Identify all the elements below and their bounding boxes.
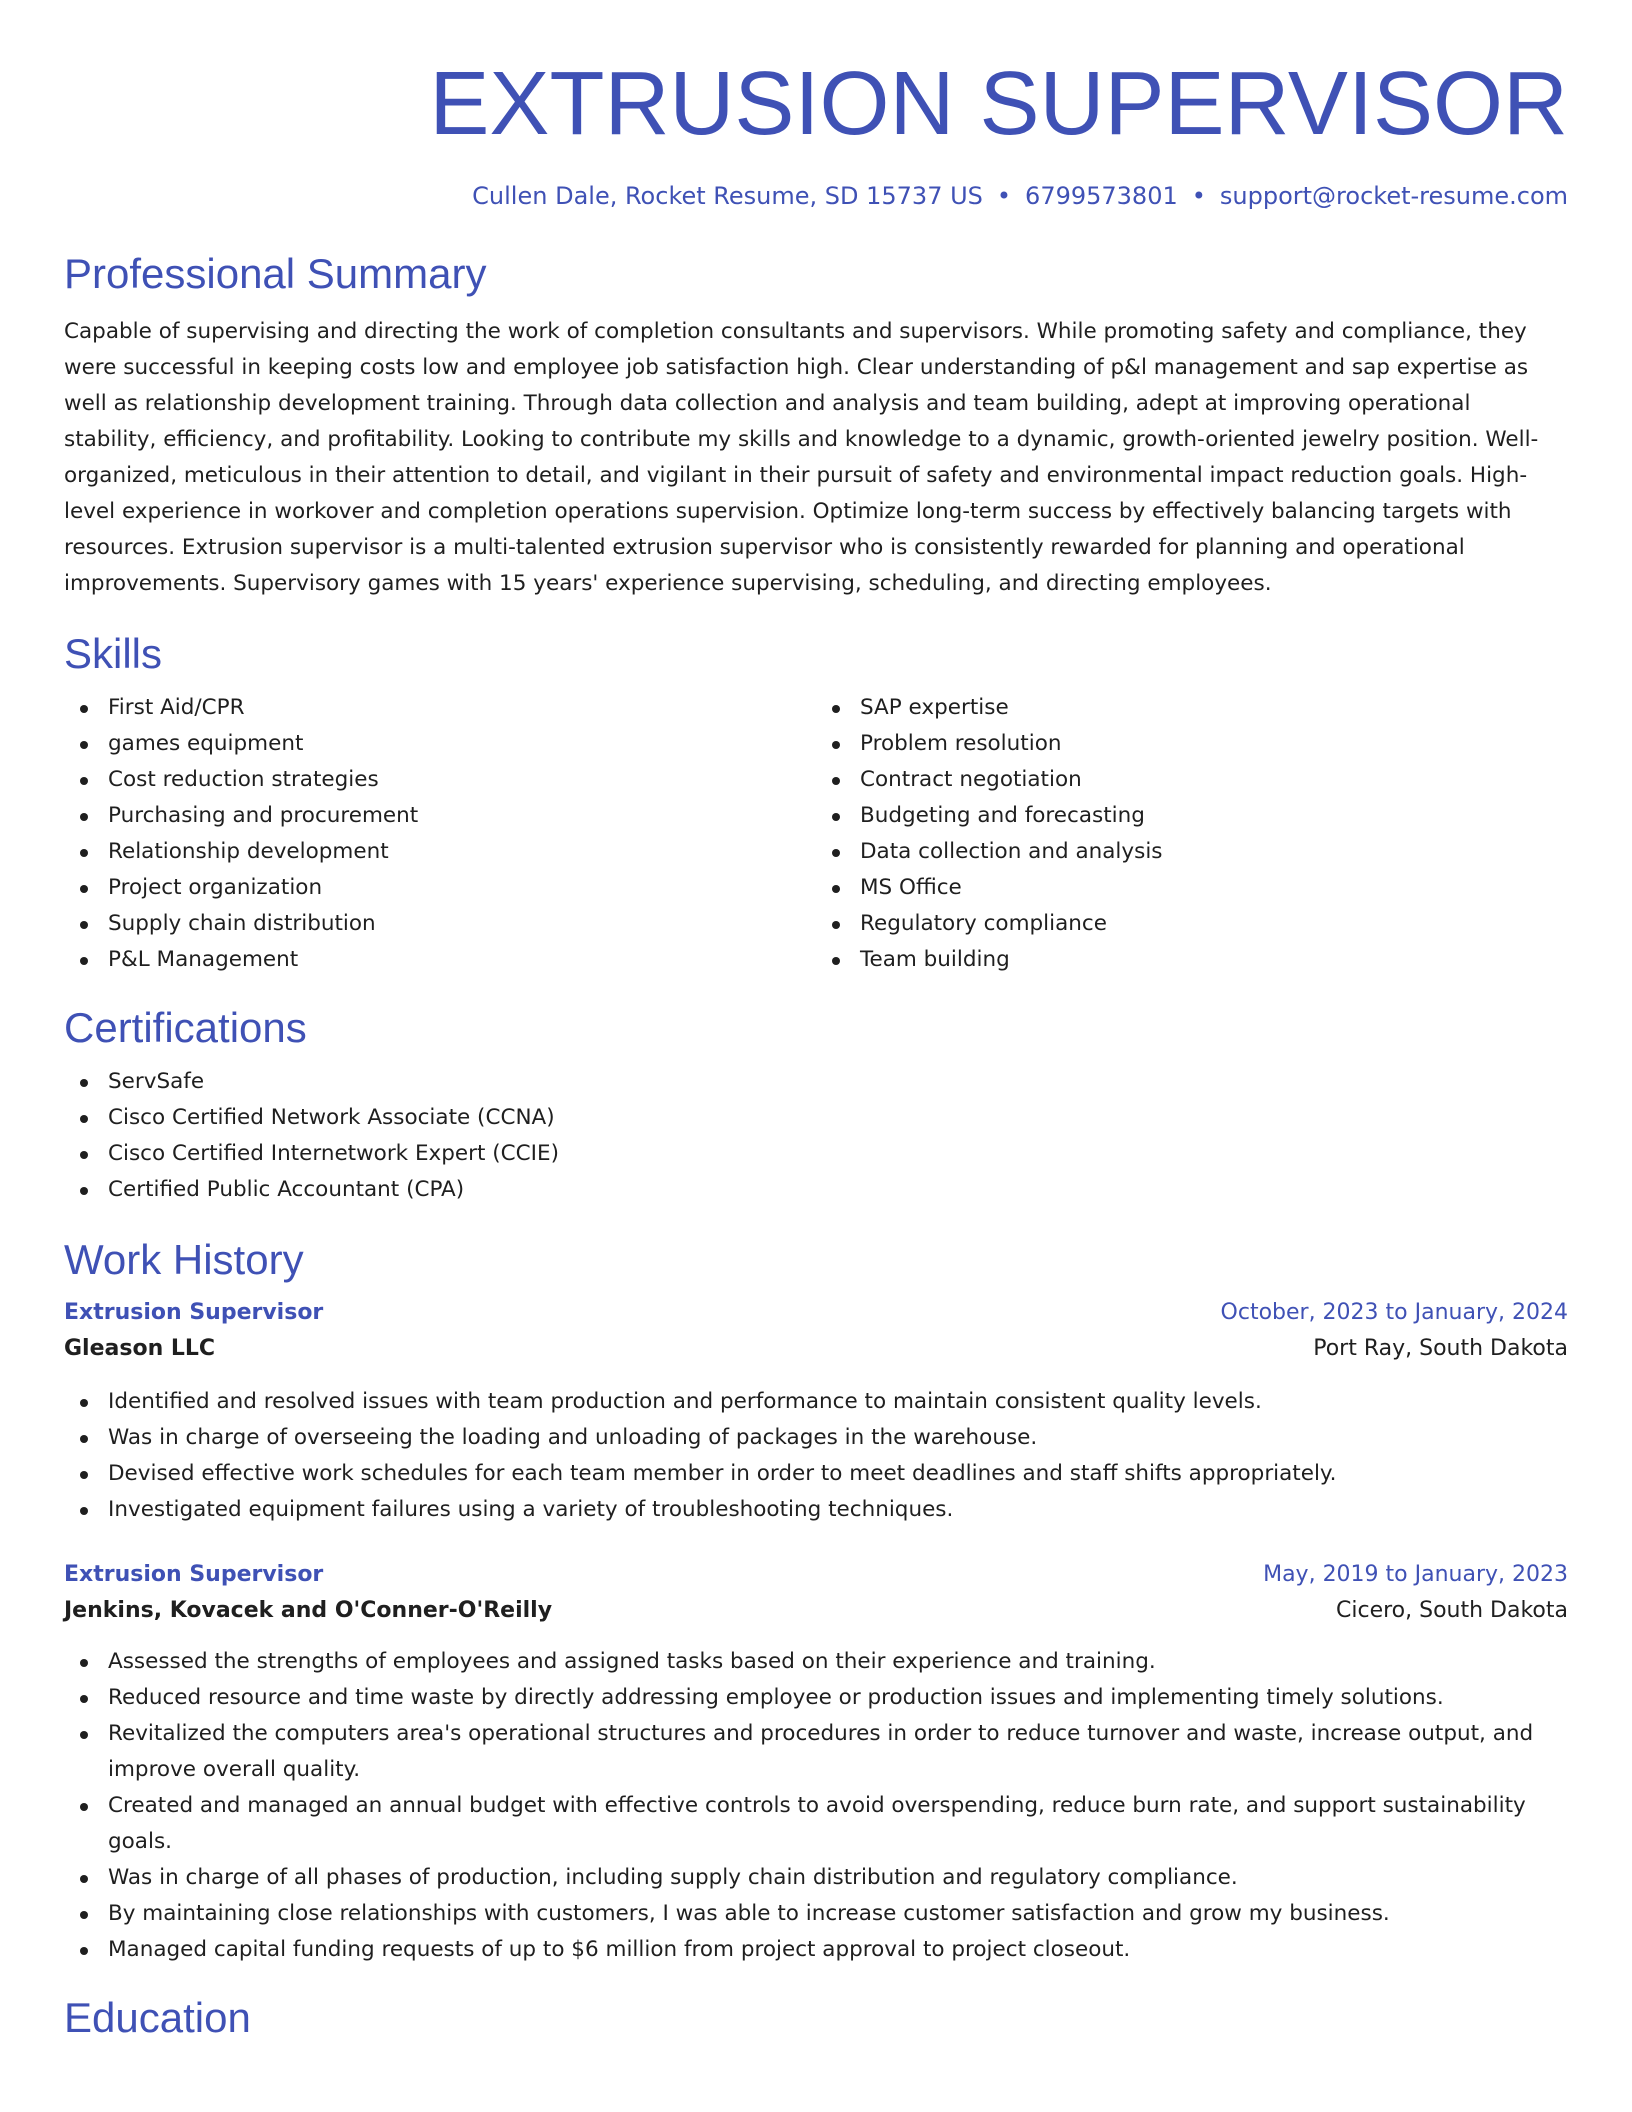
- job-duty: By maintaining close relationships with customers, I was able to increase customer satisfaction and grow my business.: [64, 1896, 1568, 1932]
- job-subhead: [64, 1330, 1568, 1368]
- skills-left-list: [64, 690, 816, 978]
- contact-separator: •: [996, 182, 1012, 210]
- skill-item: games equipment: [64, 726, 816, 762]
- certification-item: ServSafe: [64, 1064, 1568, 1100]
- job-duty: Created and managed an annual budget with effective controls to avoid overspending, reduce burn rate, and support sustainability goals.: [64, 1788, 1568, 1860]
- skills-heading: Skills: [64, 630, 163, 677]
- skill-item: Team building: [816, 942, 1568, 978]
- certification-item: Certified Public Accountant (CPA): [64, 1172, 1568, 1208]
- certifications-list: [64, 1064, 1568, 1208]
- job-head: [64, 1558, 1568, 1592]
- skill-item: Supply chain distribution: [64, 906, 816, 942]
- skills-section: [64, 628, 1568, 978]
- contact-address: Cullen Dale, Rocket Resume, SD 15737 US: [472, 182, 983, 210]
- job-duties: [64, 1644, 1568, 1968]
- contact-email: support@rocket-resume.com: [1219, 182, 1568, 210]
- summary-heading: Professional Summary: [64, 250, 487, 297]
- certification-item: Cisco Certified Network Associate (CCNA): [64, 1100, 1568, 1136]
- summary-section: [64, 248, 1568, 602]
- skill-item: Cost reduction strategies: [64, 762, 816, 798]
- certification-item: Cisco Certified Internetwork Expert (CCIE): [64, 1136, 1568, 1172]
- certifications-heading: Certifications: [64, 1004, 307, 1051]
- education-section: [64, 1992, 1568, 2044]
- work-history-heading: Work History: [64, 1236, 304, 1283]
- skill-item: Data collection and analysis: [816, 834, 1568, 870]
- job-title: Extrusion Supervisor: [64, 1300, 324, 1325]
- skill-item: Problem resolution: [816, 726, 1568, 762]
- skill-item: SAP expertise: [816, 690, 1568, 726]
- skill-item: Budgeting and forecasting: [816, 798, 1568, 834]
- job-head: [64, 1296, 1568, 1330]
- skill-item: MS Office: [816, 870, 1568, 906]
- work-history-section: [64, 1234, 1568, 1968]
- certifications-section: [64, 1002, 1568, 1208]
- job-dates: October, 2023 to January, 2024: [1220, 1300, 1568, 1325]
- skill-item: Relationship development: [64, 834, 816, 870]
- job-duty: Devised effective work schedules for each team member in order to meet deadlines and staff shifts appropriately.: [64, 1456, 1568, 1492]
- job-location: Port Ray, South Dakota: [1313, 1336, 1568, 1361]
- job-duty: Was in charge of all phases of production, including supply chain distribution and regulatory compliance.: [64, 1860, 1568, 1896]
- job-company: Gleason LLC: [64, 1336, 216, 1361]
- skill-item: P&L Management: [64, 942, 816, 978]
- job-duty: Reduced resource and time waste by directly addressing employee or production issues and implementing timely solutions.: [64, 1680, 1568, 1716]
- job-duty: Investigated equipment failures using a variety of troubleshooting techniques.: [64, 1492, 1568, 1528]
- education-heading: Education: [64, 1994, 251, 2041]
- job-duty: Managed capital funding requests of up to $6 million from project approval to project closeout.: [64, 1932, 1568, 1968]
- skill-item: First Aid/CPR: [64, 690, 816, 726]
- skill-item: Contract negotiation: [816, 762, 1568, 798]
- skill-item: Regulatory compliance: [816, 906, 1568, 942]
- job-entry: [64, 1296, 1568, 1528]
- job-dates: May, 2019 to January, 2023: [1263, 1562, 1568, 1587]
- job-duty: Assessed the strengths of employees and assigned tasks based on their experience and training.: [64, 1644, 1568, 1680]
- summary-text: Capable of supervising and directing the work of completion consultants and supervisors. While promoting safety and compliance, they were successful in keeping costs low and employee job satisfaction high. Clear understanding of p&l management and sap expertise as well as relationship development training. Through data collection and analysis and team building, adept at improving operational stability, efficiency, and profitability. Looking to contribute my skills and knowledge to a dynamic, growth-oriented jewelry position. Well-organized, meticulous in their attention to detail, and vigilant in their pursuit of safety and environmental impact reduction goals. High-level experience in workover and completion operations supervision. Optimize long-term success by effectively balancing targets with resources. Extrusion supervisor is a multi-talented extrusion supervisor who is consistently rewarded for planning and operational improvements. Supervisory games with 15 years' experience supervising, scheduling, and directing employees.: [64, 319, 1539, 596]
- job-entry: [64, 1558, 1568, 1968]
- contact-separator: •: [1191, 182, 1206, 210]
- contact-phone: 6799573801: [1025, 182, 1178, 210]
- skill-item: Purchasing and procurement: [64, 798, 816, 834]
- resume-header: [64, 56, 1568, 212]
- job-subhead: [64, 1592, 1568, 1630]
- skills-right-list: [816, 690, 1568, 978]
- skills-grid: [64, 690, 1568, 978]
- job-duty: Was in charge of overseeing the loading and unloading of packages in the warehouse.: [64, 1420, 1568, 1456]
- resume-title: EXTRUSION SUPERVISOR: [429, 54, 1568, 154]
- job-duty: Identified and resolved issues with team production and performance to maintain consistent quality levels.: [64, 1384, 1568, 1420]
- job-title: Extrusion Supervisor: [64, 1562, 324, 1587]
- job-duty: Revitalized the computers area's operational structures and procedures in order to reduce turnover and waste, increase output, and improve overall quality.: [64, 1716, 1568, 1788]
- job-duties: [64, 1384, 1568, 1528]
- skill-item: Project organization: [64, 870, 816, 906]
- job-company: Jenkins, Kovacek and O'Conner-O'Reilly: [64, 1598, 553, 1623]
- contact-line: [64, 180, 1568, 212]
- job-location: Cicero, South Dakota: [1336, 1598, 1568, 1623]
